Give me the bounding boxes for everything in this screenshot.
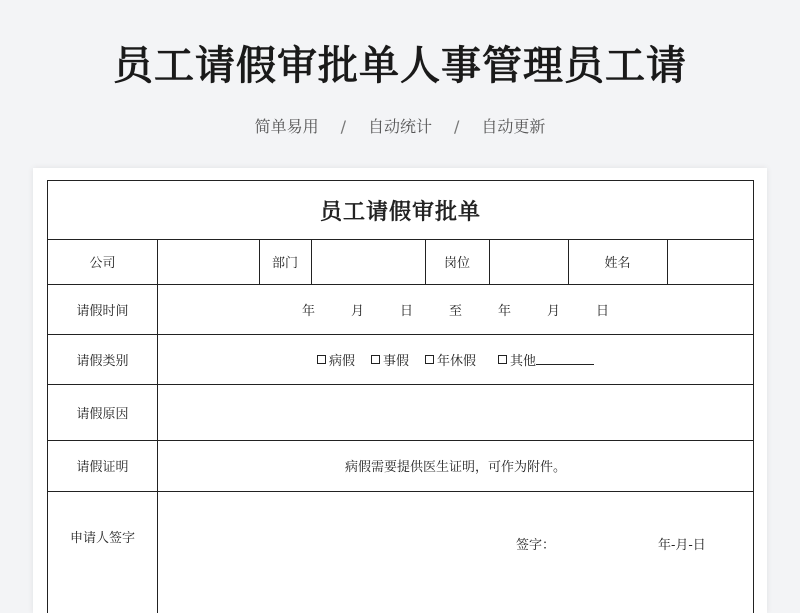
applicant-signature-label: 申请人签字	[69, 530, 135, 546]
option-label: 年休假	[437, 353, 477, 369]
start-day-unit: 日	[399, 303, 413, 319]
name-label: 姓名	[604, 256, 631, 271]
company-field[interactable]	[158, 240, 259, 284]
option-label: 病假	[328, 353, 355, 369]
position-label: 岗位	[443, 256, 470, 271]
department-label: 部门	[271, 256, 298, 271]
name-field[interactable]	[668, 240, 753, 284]
start-year-unit: 年	[301, 303, 315, 319]
option-personal-leave[interactable]	[371, 350, 409, 369]
tagline-separator: /	[454, 117, 460, 136]
form-paper	[33, 168, 767, 613]
department-field[interactable]	[312, 240, 425, 284]
signature-label: 签字：	[516, 537, 556, 553]
leave-time-label: 请假时间	[76, 303, 129, 319]
option-label: 事假	[382, 353, 409, 369]
option-label: 其他	[510, 353, 537, 369]
company-label: 公司	[89, 256, 116, 271]
leave-proof-note: 病假需要提供医生证明，可作为附件。	[344, 460, 566, 475]
checkbox-icon[interactable]	[498, 355, 507, 364]
other-blank-line[interactable]	[536, 353, 594, 365]
end-day-unit: 日	[596, 303, 610, 319]
end-year-unit: 年	[498, 303, 512, 319]
leave-reason-field[interactable]	[158, 384, 753, 440]
checkbox-icon[interactable]	[317, 355, 326, 364]
end-month-unit: 月	[547, 303, 561, 319]
tagline	[0, 114, 800, 137]
leave-reason-label: 请假原因	[76, 406, 129, 422]
checkbox-icon[interactable]	[425, 355, 434, 364]
tagline-item-auto-update: 自动更新	[481, 117, 546, 136]
position-field[interactable]	[490, 240, 568, 284]
leave-type-label: 请假类别	[76, 353, 129, 369]
option-sick-leave[interactable]	[317, 350, 355, 369]
leave-time-field[interactable]	[158, 284, 753, 334]
form-title: 员工请假审批单	[319, 198, 481, 225]
tagline-separator: /	[340, 117, 346, 136]
option-annual-leave[interactable]	[425, 350, 476, 369]
start-month-unit: 月	[350, 303, 364, 319]
leave-approval-form	[47, 180, 754, 613]
checkbox-icon[interactable]	[371, 355, 380, 364]
option-other[interactable]	[498, 350, 594, 369]
leave-proof-label: 请假证明	[76, 460, 129, 475]
tagline-item-easy: 简单易用	[254, 117, 319, 136]
to-separator: 至	[448, 303, 462, 319]
signature-date: 年-月-日	[658, 537, 706, 553]
leave-type-options	[158, 334, 753, 384]
page-headline: 员工请假审批单人事管理员工请	[113, 43, 687, 89]
tagline-item-auto-stat: 自动统计	[367, 117, 432, 136]
